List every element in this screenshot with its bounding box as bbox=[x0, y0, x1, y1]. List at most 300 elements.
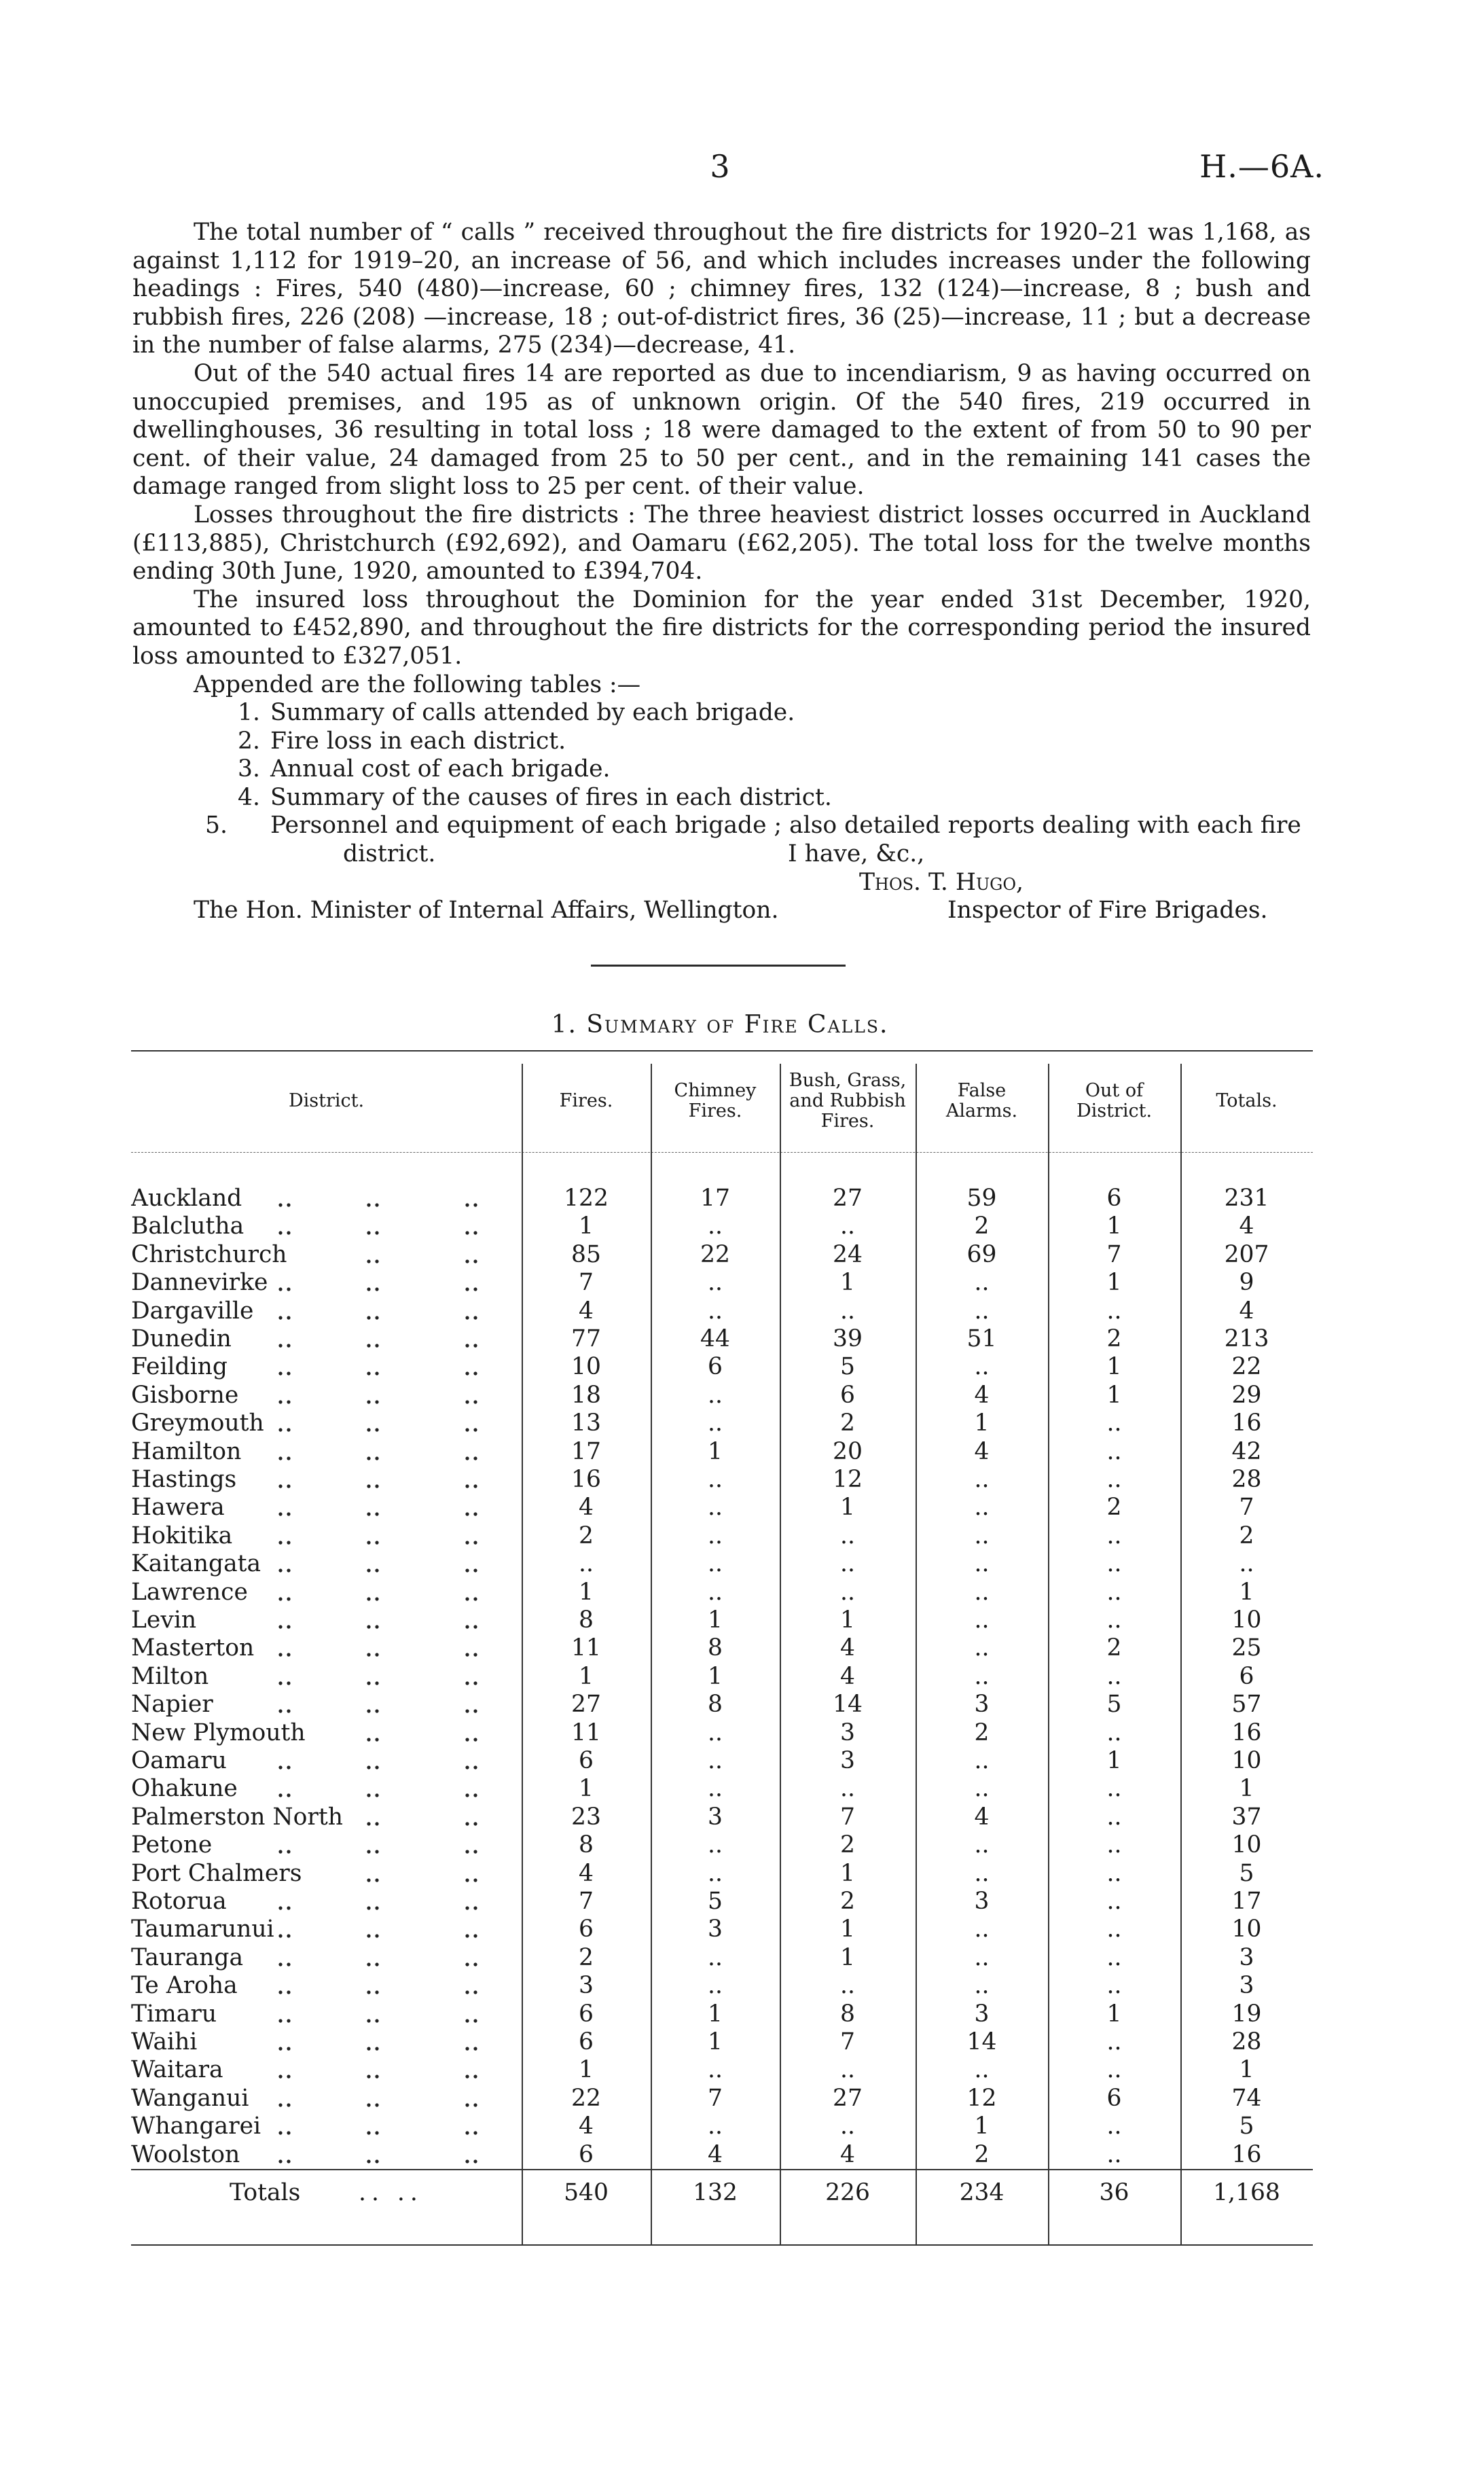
cell-chimney: 1 bbox=[708, 1437, 723, 1465]
cell-fires: 1 bbox=[579, 2056, 594, 2084]
cell-fires: 8 bbox=[579, 1831, 594, 1859]
cell-fires: 1 bbox=[579, 1662, 594, 1690]
leader-dot bbox=[465, 1513, 469, 1516]
leader-dots bbox=[131, 1691, 522, 1719]
leader-dot bbox=[287, 1513, 290, 1516]
closing-line-1 bbox=[132, 840, 1311, 869]
leader-dot bbox=[465, 1456, 469, 1460]
leader-dot bbox=[375, 1400, 378, 1403]
cell-chimney: 5 bbox=[708, 1888, 723, 1915]
cell-out: 6 bbox=[1106, 2084, 1122, 2112]
table-row bbox=[131, 1297, 1313, 1325]
leader-dot bbox=[375, 1991, 378, 1994]
cell-out: .. bbox=[1106, 1803, 1122, 1831]
cell-fires: .. bbox=[579, 1550, 594, 1578]
cell-fires: 3 bbox=[579, 1972, 594, 2000]
leader-dot bbox=[287, 1456, 290, 1460]
leader-dot bbox=[278, 1232, 282, 1235]
leader-dot bbox=[465, 1259, 469, 1263]
leader-dot bbox=[278, 1962, 282, 1966]
leader-dot bbox=[287, 1316, 290, 1319]
cell-false: .. bbox=[974, 1466, 990, 1493]
totals-row bbox=[131, 2176, 1313, 2210]
cell-false: .. bbox=[974, 1269, 990, 1297]
leader-dot bbox=[375, 1232, 378, 1235]
leader-dot bbox=[465, 1597, 469, 1600]
district-name: Dunedin bbox=[131, 1325, 232, 1352]
table-row bbox=[131, 2056, 1313, 2084]
cell-bush: .. bbox=[840, 1297, 855, 1325]
cell-chimney: .. bbox=[708, 1578, 723, 1606]
leader-dot bbox=[465, 1850, 469, 1854]
leader-dots bbox=[131, 1409, 522, 1437]
leader-dot bbox=[278, 1400, 282, 1403]
cell-fires: 23 bbox=[571, 1803, 601, 1831]
leader-dot bbox=[278, 1653, 282, 1657]
cell-fires: 2 bbox=[579, 1943, 594, 1971]
leader-dot bbox=[375, 1794, 378, 1797]
leader-dot bbox=[473, 1372, 477, 1376]
leader-dot bbox=[375, 1259, 378, 1263]
leader-dot bbox=[367, 1878, 370, 1882]
leader-dot bbox=[278, 1541, 282, 1544]
leader-dot bbox=[473, 1400, 477, 1403]
cell-false: .. bbox=[974, 1578, 990, 1606]
leader-dots bbox=[131, 1888, 522, 1916]
table-row bbox=[131, 1550, 1313, 1578]
leader-dot bbox=[278, 1372, 282, 1376]
leader-dot bbox=[278, 1625, 282, 1628]
list-item: 3. Annual cost of each brigade. bbox=[238, 755, 611, 783]
district-name: Woolston bbox=[131, 2140, 240, 2168]
table-row bbox=[131, 1860, 1313, 1888]
leader-dot bbox=[278, 1513, 282, 1516]
leader-dot bbox=[473, 1878, 477, 1882]
leader-dot bbox=[465, 1962, 469, 1966]
appended-tables-list bbox=[132, 699, 1311, 840]
paragraph-calls-total: The total number of “ calls ” received throughout the fire districts for 1920–21 was 1,168, as against 1,112 for 1919–20, an increase of 56, and which includes increases under the following headings : Fires, 540 (480)—increase, 60 ; chimney fires, 132 (124)—increase, 8 ; bush and rubbish fires, 226 (208) —increase, 18 ; out-of-district fires, 36 (25)—increase, 11 ; but a decrease in the number of false alarms, 275 (234)—decrease, 41. bbox=[132, 219, 1311, 359]
cell-false: 59 bbox=[966, 1185, 997, 1212]
cell-total: 19 bbox=[1231, 2000, 1262, 2028]
leader-dot bbox=[375, 2019, 378, 2022]
leader-dots bbox=[131, 1916, 522, 1943]
leader-dot bbox=[375, 1878, 378, 1882]
leader-dot bbox=[473, 1850, 477, 1854]
header-false-alarms: False Alarms. bbox=[945, 1080, 1018, 1121]
leader-dot bbox=[287, 1232, 290, 1235]
table-row bbox=[131, 2141, 1313, 2169]
list-continuation: district. bbox=[343, 840, 436, 868]
leader-dot bbox=[287, 1681, 290, 1685]
leader-dot bbox=[287, 1288, 290, 1291]
cell-fires: 2 bbox=[579, 1522, 594, 1549]
cell-chimney: .. bbox=[708, 1409, 723, 1437]
cell-false: .. bbox=[974, 1943, 990, 1971]
cell-false: 1 bbox=[974, 2113, 990, 2140]
leader-dot bbox=[375, 1625, 378, 1628]
district-name: Te Aroha bbox=[131, 1972, 238, 2000]
header-fires: Fires. bbox=[559, 1090, 613, 1111]
leader-dot bbox=[278, 1710, 282, 1713]
cell-bush: 12 bbox=[833, 1466, 863, 1493]
leader-dots bbox=[131, 1579, 522, 1606]
cell-bush: 1 bbox=[840, 1606, 855, 1634]
district-name: Lawrence bbox=[131, 1578, 248, 1606]
leader-dot bbox=[287, 2075, 290, 2079]
district-name: Port Chalmers bbox=[131, 1859, 302, 1887]
district-name: Levin bbox=[131, 1606, 197, 1634]
leader-dots bbox=[131, 1550, 522, 1578]
leader-dot bbox=[465, 2047, 469, 2050]
cell-out: 2 bbox=[1106, 1494, 1122, 1522]
cell-out: 1 bbox=[1106, 1747, 1122, 1774]
district-name: Greymouth bbox=[131, 1409, 264, 1437]
table-row bbox=[131, 1916, 1313, 1943]
table-row bbox=[131, 1634, 1313, 1662]
cell-total: 5 bbox=[1239, 2113, 1254, 2140]
totals-chimney: 132 bbox=[693, 2179, 738, 2206]
leader-dots bbox=[131, 1747, 522, 1775]
closing-salutation: I have, &c., bbox=[788, 840, 925, 868]
totals-false-alarms: 234 bbox=[959, 2179, 1005, 2206]
leader-dot bbox=[367, 1400, 370, 1403]
leader-dot bbox=[367, 1344, 370, 1347]
leader-dot bbox=[367, 1794, 370, 1797]
district-name: Oamaru bbox=[131, 1747, 227, 1774]
leader-dot bbox=[367, 1513, 370, 1516]
leader-dot bbox=[473, 1597, 477, 1600]
cell-out: 1 bbox=[1106, 1381, 1122, 1409]
cell-bush: .. bbox=[840, 1775, 855, 1803]
cell-total: 16 bbox=[1231, 1409, 1262, 1437]
cell-false: .. bbox=[974, 1662, 990, 1690]
cell-bush: 1 bbox=[840, 1943, 855, 1971]
cell-total: .. bbox=[1239, 1550, 1254, 1578]
table-top-rule bbox=[131, 1050, 1313, 1052]
totals-leader-dots: .. .. bbox=[359, 2179, 423, 2206]
cell-chimney: .. bbox=[708, 1943, 723, 1971]
leader-dot bbox=[367, 1991, 370, 1994]
cell-out: .. bbox=[1106, 1522, 1122, 1549]
totals-fires: 540 bbox=[564, 2179, 609, 2206]
cell-total: 42 bbox=[1231, 1437, 1262, 1465]
district-name: Masterton bbox=[131, 1634, 255, 1662]
leader-dot bbox=[465, 1569, 469, 1573]
leader-dot bbox=[375, 1456, 378, 1460]
section-divider bbox=[591, 965, 846, 967]
leader-dot bbox=[367, 1906, 370, 1909]
leader-dot bbox=[367, 1710, 370, 1713]
totals-label: Totals bbox=[230, 2179, 301, 2206]
cell-out: 1 bbox=[1106, 2000, 1122, 2028]
cell-bush: 14 bbox=[833, 1691, 863, 1719]
cell-total: 16 bbox=[1231, 1719, 1262, 1746]
leader-dots bbox=[131, 2028, 522, 2056]
cell-false: 12 bbox=[966, 2084, 997, 2112]
cell-fires: 13 bbox=[571, 1409, 601, 1437]
leader-dot bbox=[375, 1484, 378, 1488]
leader-dot bbox=[278, 1429, 282, 1432]
leader-dot bbox=[278, 1850, 282, 1854]
leader-dot bbox=[367, 1765, 370, 1769]
cell-bush: 7 bbox=[840, 1803, 855, 1831]
leader-dot bbox=[287, 1710, 290, 1713]
leader-dot bbox=[465, 1991, 469, 1994]
cell-total: 213 bbox=[1224, 1325, 1269, 1352]
cell-fires: 6 bbox=[579, 2028, 594, 2055]
cell-total: 6 bbox=[1239, 1662, 1254, 1690]
leader-dot bbox=[473, 1203, 477, 1206]
cell-chimney: 1 bbox=[708, 1606, 723, 1634]
cell-bush: .. bbox=[840, 1578, 855, 1606]
leader-dot bbox=[473, 1456, 477, 1460]
leader-dot bbox=[287, 2047, 290, 2050]
leader-dot bbox=[473, 1232, 477, 1235]
header-out-of-district: Out of District. bbox=[1076, 1080, 1153, 1121]
leader-dots bbox=[131, 2000, 522, 2028]
leader-dot bbox=[473, 1429, 477, 1432]
leader-dot bbox=[278, 1456, 282, 1460]
cell-chimney: 3 bbox=[708, 1916, 723, 1943]
leader-dot bbox=[473, 1316, 477, 1319]
addressee: The Hon. Minister of Internal Affairs, Wellington. bbox=[194, 897, 779, 924]
table-row bbox=[131, 1522, 1313, 1550]
leader-dot bbox=[375, 1513, 378, 1516]
leader-dots bbox=[131, 1634, 522, 1662]
leader-dot bbox=[375, 1203, 378, 1206]
leader-dot bbox=[465, 1203, 469, 1206]
district-name: Timaru bbox=[131, 2000, 217, 2028]
leader-dot bbox=[287, 1569, 290, 1573]
leader-dot bbox=[465, 1541, 469, 1544]
district-name: Ohakune bbox=[131, 1775, 238, 1803]
cell-out: 1 bbox=[1106, 1353, 1122, 1381]
leader-dot bbox=[278, 1569, 282, 1573]
leader-dot bbox=[465, 1765, 469, 1769]
table-row bbox=[131, 1409, 1313, 1437]
cell-bush: 1 bbox=[840, 1859, 855, 1887]
cell-bush: .. bbox=[840, 1213, 855, 1240]
leader-dot bbox=[278, 1597, 282, 1600]
cell-chimney: .. bbox=[708, 1269, 723, 1297]
leader-dot bbox=[375, 1653, 378, 1657]
leader-dots bbox=[131, 1831, 522, 1859]
cell-total: 4 bbox=[1239, 1213, 1254, 1240]
district-name: Hamilton bbox=[131, 1437, 242, 1465]
totals-out-of-district: 36 bbox=[1099, 2179, 1129, 2206]
leader-dot bbox=[473, 2132, 477, 2135]
cell-out: .. bbox=[1106, 1859, 1122, 1887]
leader-dot bbox=[375, 2159, 378, 2163]
cell-fires: 6 bbox=[579, 2140, 594, 2168]
cell-total: 4 bbox=[1239, 1297, 1254, 1325]
district-name: Palmerston North bbox=[131, 1803, 343, 1831]
cell-fires: 4 bbox=[579, 1494, 594, 1522]
district-name: Waitara bbox=[131, 2056, 223, 2084]
cell-chimney: .. bbox=[708, 2056, 723, 2084]
leader-dot bbox=[278, 1203, 282, 1206]
leader-dot bbox=[473, 1794, 477, 1797]
leader-dots bbox=[131, 1972, 522, 2000]
table-title: 1. Summary of Fire Calls. bbox=[551, 1011, 889, 1039]
leader-dot bbox=[278, 1681, 282, 1685]
leader-dot bbox=[465, 1653, 469, 1657]
leader-dot bbox=[473, 1710, 477, 1713]
leader-dot bbox=[367, 1850, 370, 1854]
table-row bbox=[131, 1579, 1313, 1606]
cell-out: .. bbox=[1106, 1916, 1122, 1943]
cell-bush: 2 bbox=[840, 1888, 855, 1915]
district-name: Hastings bbox=[131, 1466, 237, 1493]
cell-false: 69 bbox=[966, 1240, 997, 1268]
cell-total: 10 bbox=[1231, 1606, 1262, 1634]
leader-dot bbox=[465, 1710, 469, 1713]
leader-dot bbox=[367, 1316, 370, 1319]
cell-out: .. bbox=[1106, 1831, 1122, 1859]
cell-bush: 2 bbox=[840, 1831, 855, 1859]
cell-bush: 3 bbox=[840, 1747, 855, 1774]
list-item: 1. Summary of calls attended by each brigade. bbox=[238, 699, 795, 727]
leader-dot bbox=[278, 1288, 282, 1291]
leader-dot bbox=[465, 1935, 469, 1938]
cell-false: 1 bbox=[974, 1409, 990, 1437]
leader-dot bbox=[465, 1625, 469, 1628]
leader-dot bbox=[375, 1765, 378, 1769]
district-name: Whangarei bbox=[131, 2113, 261, 2140]
leader-dot bbox=[367, 1372, 370, 1376]
table-row bbox=[131, 1353, 1313, 1381]
cell-fires: 4 bbox=[579, 2113, 594, 2140]
leader-dot bbox=[278, 1316, 282, 1319]
leader-dot bbox=[367, 1429, 370, 1432]
cell-fires: 1 bbox=[579, 1578, 594, 1606]
cell-bush: 1 bbox=[840, 1269, 855, 1297]
leader-dot bbox=[473, 1765, 477, 1769]
leader-dot bbox=[375, 2132, 378, 2135]
leader-dots bbox=[131, 1944, 522, 1972]
cell-fires: 8 bbox=[579, 1606, 594, 1634]
leader-dot bbox=[367, 1738, 370, 1741]
leader-dot bbox=[367, 1822, 370, 1825]
cell-false: 3 bbox=[974, 2000, 990, 2028]
leader-dot bbox=[465, 1429, 469, 1432]
cell-total: 10 bbox=[1231, 1916, 1262, 1943]
cell-bush: 24 bbox=[833, 1240, 863, 1268]
leader-dot bbox=[367, 1653, 370, 1657]
signatory-name: Thos. T. Hugo, bbox=[859, 868, 1024, 896]
leader-dot bbox=[287, 1850, 290, 1854]
table-row bbox=[131, 1185, 1313, 1213]
cell-chimney: .. bbox=[708, 2113, 723, 2140]
cell-bush: 4 bbox=[840, 1662, 855, 1690]
leader-dot bbox=[278, 1344, 282, 1347]
cell-false: 3 bbox=[974, 1888, 990, 1915]
cell-chimney: .. bbox=[708, 1747, 723, 1774]
cell-false: 2 bbox=[974, 1213, 990, 1240]
cell-false: .. bbox=[974, 1606, 990, 1634]
leader-dot bbox=[287, 2103, 290, 2106]
cell-bush: 3 bbox=[840, 1719, 855, 1746]
cell-false: 4 bbox=[974, 1437, 990, 1465]
cell-out: .. bbox=[1106, 1972, 1122, 2000]
cell-false: .. bbox=[974, 1747, 990, 1774]
leader-dot bbox=[465, 2132, 469, 2135]
cell-false: 4 bbox=[974, 1381, 990, 1409]
cell-bush: 39 bbox=[833, 1325, 863, 1352]
cell-chimney: .. bbox=[708, 1494, 723, 1522]
cell-false: .. bbox=[974, 1494, 990, 1522]
table-row bbox=[131, 1494, 1313, 1522]
leader-dot bbox=[367, 2075, 370, 2079]
cell-fires: 7 bbox=[579, 1888, 594, 1915]
cell-out: 7 bbox=[1106, 1240, 1122, 1268]
table-row bbox=[131, 1944, 1313, 1972]
cell-total: 9 bbox=[1239, 1269, 1254, 1297]
cell-out: .. bbox=[1106, 1662, 1122, 1690]
cell-fires: 77 bbox=[571, 1325, 601, 1352]
leader-dots bbox=[131, 1241, 522, 1269]
table-row bbox=[131, 2000, 1313, 2028]
district-name: Gisborne bbox=[131, 1381, 239, 1409]
leader-dot bbox=[465, 1794, 469, 1797]
cell-fires: 18 bbox=[571, 1381, 601, 1409]
leader-dot bbox=[465, 1316, 469, 1319]
leader-dot bbox=[278, 2047, 282, 2050]
table-row bbox=[131, 1803, 1313, 1831]
cell-chimney: .. bbox=[708, 1859, 723, 1887]
cell-bush: .. bbox=[840, 1550, 855, 1578]
cell-bush: 1 bbox=[840, 1916, 855, 1943]
table-bottom-rule bbox=[131, 2244, 1313, 2246]
leader-dots bbox=[131, 1522, 522, 1550]
cell-chimney: .. bbox=[708, 1381, 723, 1409]
cell-bush: 2 bbox=[840, 1409, 855, 1437]
cell-out: .. bbox=[1106, 2113, 1122, 2140]
page-number: 3 bbox=[710, 148, 730, 185]
closing-line-2 bbox=[132, 869, 1311, 897]
leader-dot bbox=[367, 1484, 370, 1488]
leader-dot bbox=[473, 2103, 477, 2106]
cell-out: 1 bbox=[1106, 1269, 1122, 1297]
leader-dot bbox=[278, 1794, 282, 1797]
cell-chimney: 8 bbox=[708, 1691, 723, 1719]
cell-fires: 7 bbox=[579, 1269, 594, 1297]
leader-dot bbox=[375, 1681, 378, 1685]
leader-dots bbox=[131, 1213, 522, 1240]
district-name: Hawera bbox=[131, 1494, 225, 1522]
leader-dot bbox=[465, 1344, 469, 1347]
leader-dots bbox=[131, 1353, 522, 1381]
leader-dots bbox=[131, 1269, 522, 1297]
leader-dot bbox=[465, 1906, 469, 1909]
leader-dot bbox=[367, 2103, 370, 2106]
district-name: Napier bbox=[131, 1691, 213, 1719]
leader-dots bbox=[131, 2141, 522, 2169]
cell-fires: 11 bbox=[571, 1719, 601, 1746]
leader-dot bbox=[287, 1625, 290, 1628]
cell-bush: 4 bbox=[840, 2140, 855, 2168]
district-name: Feilding bbox=[131, 1353, 228, 1381]
cell-total: 37 bbox=[1231, 1803, 1262, 1831]
cell-bush: 5 bbox=[840, 1353, 855, 1381]
leader-dot bbox=[287, 1597, 290, 1600]
cell-out: .. bbox=[1106, 1943, 1122, 1971]
leader-dots bbox=[131, 1297, 522, 1325]
cell-chimney: .. bbox=[708, 1831, 723, 1859]
leader-dot bbox=[465, 1681, 469, 1685]
table-row bbox=[131, 1831, 1313, 1859]
leader-dot bbox=[473, 1822, 477, 1825]
